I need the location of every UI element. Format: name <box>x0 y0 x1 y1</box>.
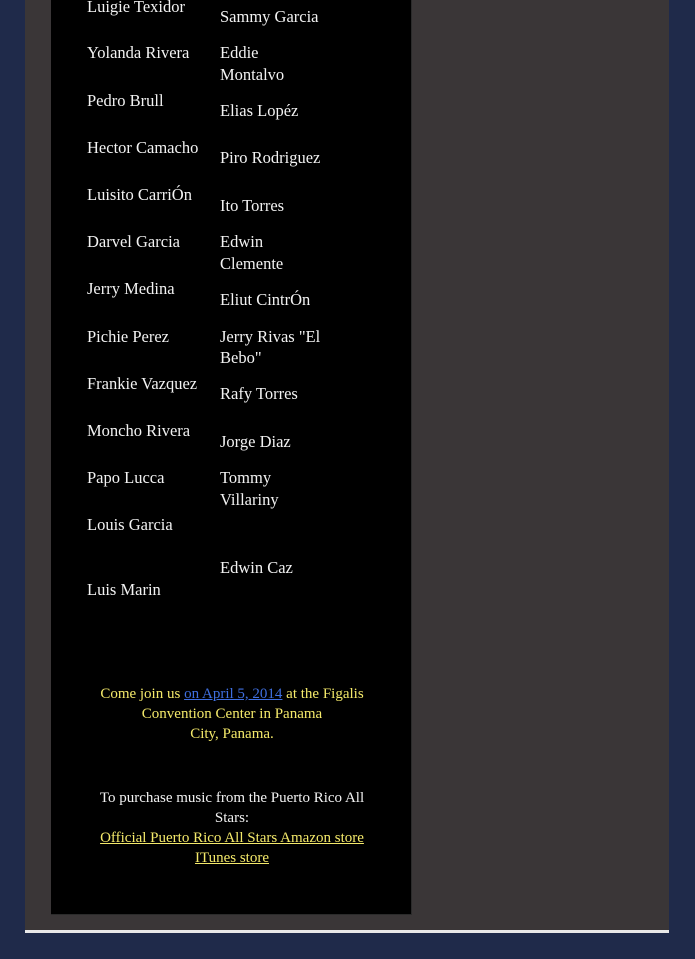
footer-bar <box>25 933 669 959</box>
roster-right-name: Clemente <box>220 254 284 273</box>
roster-left-name: Yolanda Rivera <box>87 43 190 62</box>
roster-right-name: Sammy Garcia <box>220 7 319 26</box>
roster-left-name: Luis Marin <box>87 580 161 599</box>
event-date-link[interactable]: on April 5, 2014 <box>184 686 283 702</box>
roster-left-name: Papo Lucca <box>87 468 165 487</box>
event-announcement <box>82 684 382 744</box>
roster-right-name: Jerry Rivas "El <box>220 327 321 346</box>
roster-left-name: Jerry Medina <box>87 279 175 298</box>
roster-left-name: Pichie Perez <box>87 327 170 346</box>
roster-left-name: Pedro Brull <box>87 91 164 110</box>
roster-right-name: Jorge Diaz <box>220 432 291 451</box>
roster-right-name: Piro Rodriguez <box>220 148 321 167</box>
roster-left-name: Hector Camacho <box>87 138 199 157</box>
itunes-store-link[interactable]: ITunes store <box>194 850 270 866</box>
roster-right-name: Bebo" <box>220 348 262 367</box>
event-line-2: Convention Center in Panama <box>141 706 323 722</box>
roster-right-name: Montalvo <box>220 65 285 84</box>
purchase-line-2: Stars: <box>214 810 250 826</box>
roster-right-name: Rafy Torres <box>220 384 298 403</box>
amazon-store-link[interactable]: Official Puerto Rico All Stars Amazon store <box>100 830 364 846</box>
roster-left-name: Frankie Vazquez <box>87 374 198 393</box>
roster-right-name: Tommy <box>220 468 272 487</box>
event-line-1 <box>82 684 382 704</box>
event-suffix: at the Figalis <box>282 686 364 702</box>
purchase-info <box>82 788 382 868</box>
roster-right-name: Eliut CintrÓn <box>220 290 311 309</box>
roster-left-name: Moncho Rivera <box>87 421 191 440</box>
roster-left-name: Darvel Garcia <box>87 232 180 251</box>
roster-left-name: Luigie Texidor <box>87 0 185 16</box>
roster-right-name: Eddie <box>220 43 259 62</box>
roster-right-name: Elias Lopéz <box>220 101 299 120</box>
roster-right-name: Ito Torres <box>220 196 285 215</box>
roster-left-name: Louis Garcia <box>87 515 173 534</box>
event-line-3: City, Panama. <box>190 726 274 742</box>
roster-right-name: Villariny <box>220 490 279 509</box>
purchase-line-1: To purchase music from the Puerto Rico All <box>99 790 365 806</box>
roster-right-name: Edwin Caz <box>220 558 293 577</box>
roster-left-name: Luisito CarriÓn <box>87 185 192 204</box>
event-prefix: Come join us <box>100 686 181 702</box>
roster-right-name: Edwin <box>220 232 264 251</box>
